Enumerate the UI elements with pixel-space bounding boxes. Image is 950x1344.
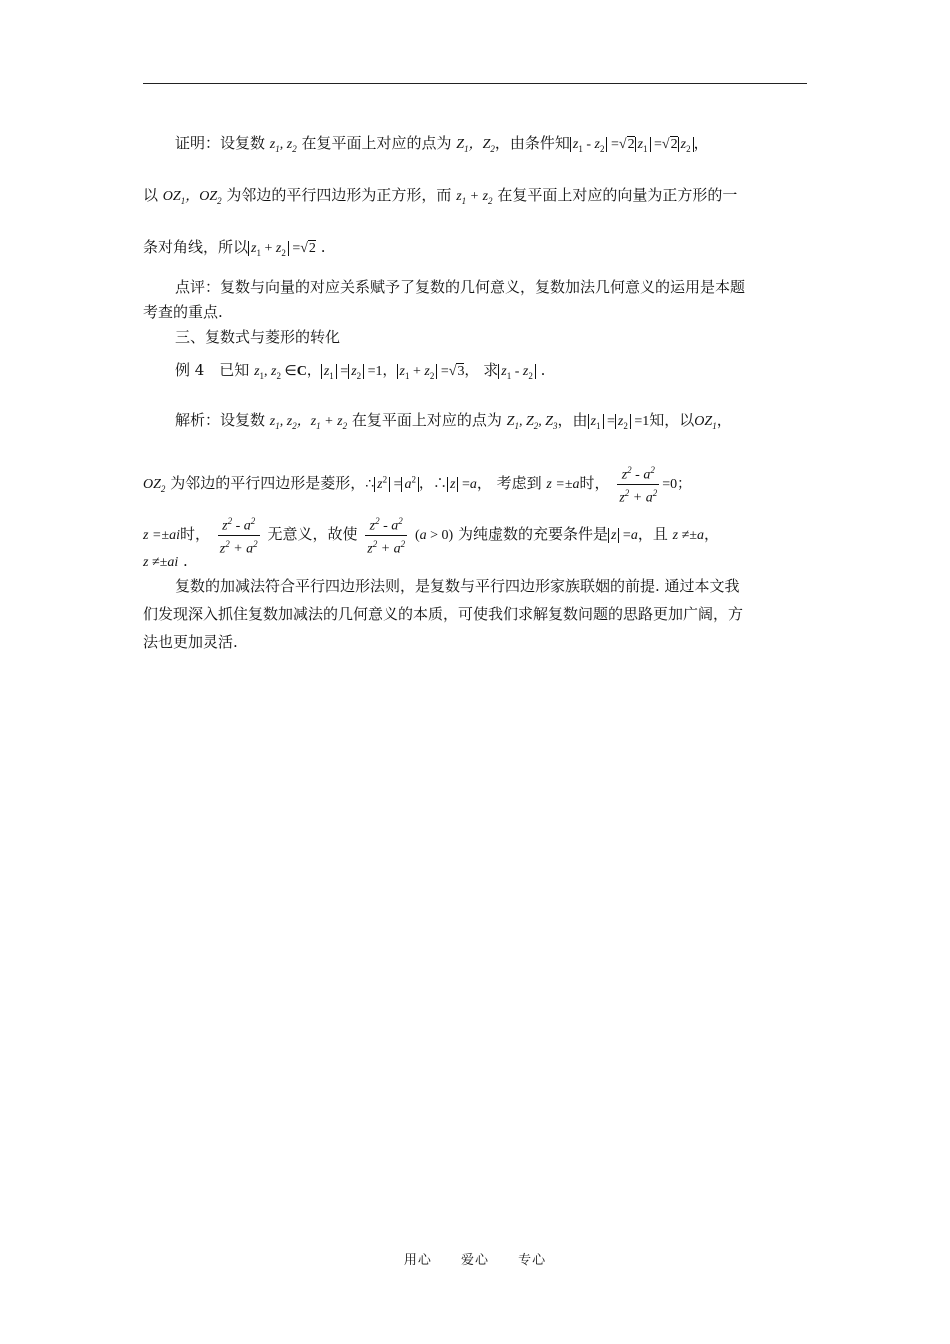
summary-line-3: 法也更加灵活. <box>143 633 238 651</box>
sol-text-1: 解析：设复数 <box>175 411 266 429</box>
proof-text-1: 证明：设复数 <box>175 134 266 152</box>
sol-text-3: 由 <box>572 411 588 429</box>
math-sol-cond: $z_1 = z_2 =1$ <box>588 414 650 429</box>
math-z1-plus-z2: $z_1 + z_2$ <box>456 189 493 206</box>
math-sol-z: $z_1$, $z_2$，$z_1 + z_2$ <box>269 414 348 431</box>
math-fraction-1: $\frac{z^2 - a^2}{z^2 + a^2}$ <box>617 462 659 506</box>
sol-text-2: 在复平面上对应的点为 <box>351 411 502 429</box>
proof-text-3: ，由条件知 <box>494 134 570 152</box>
proof-text-7: 条对角线，所以 <box>143 238 249 256</box>
sol-text-8: 时， <box>179 525 210 544</box>
math-z1-z2: $z_1$, $z_2$ <box>269 137 297 154</box>
math-a-positive: (a > 0) <box>414 528 454 544</box>
proof-text-5: 为邻边的平行四边形为正方形，而 <box>226 186 452 204</box>
proof-text-6: 在复平面上对应的向量为正方形的一 <box>497 186 738 204</box>
math-sol-Z: $Z_1$, $Z_2$, $Z_3$ <box>506 414 558 431</box>
footer-item-1: 用心 <box>403 1253 432 1268</box>
comment-line-1: 点评：复数与向量的对应关系赋予了复数的几何意义，复数加法几何意义的运用是本题 <box>175 278 746 296</box>
math-result: $z_1 + z_2 =√2$ <box>248 240 316 256</box>
math-z-neq-pm-a: z ≠±a <box>672 528 704 544</box>
math-fraction-3: $\frac{z^2 - a^2}{z^2 + a^2}$ <box>365 513 407 557</box>
proof-line-3: 条对角线，所以 $z_1 + z_2 =√2$ . <box>143 238 326 258</box>
proof-text-2: 在复平面上对应的点为 <box>301 134 452 152</box>
math-condition: $z_1 - z_2 =√2$ $z_1 =√2$ $z_2$ <box>570 136 694 152</box>
comment-line-2: 考查的重点. <box>143 303 223 321</box>
proof-text-4: 以 <box>143 186 159 204</box>
solution-line-3: z =±ai时， $\frac{z^2 - a^2}{z^2 + a^2}$ 无意义，故使 $\frac{z^2 - a^2}{z^2 + a^2}$ (a > 0) 为纯虚数的充要条件是 z =a，且 z ≠±a， <box>143 513 807 557</box>
summary-line-2: 们发现深入抓住复数加减法的几何意义的本质，可使我们求解复数问题的思路更加广阔，方 <box>143 605 744 623</box>
page-footer <box>0 1249 950 1268</box>
math-example-given: $z_1$, $z_2$ ∈C， $z_1 = z_2 =1$， $z_1 + z_2 =√3$， <box>254 364 479 381</box>
example-label: 例 4 已知 <box>175 361 250 379</box>
math-fraction-2: $\frac{z^2 - a^2}{z^2 + a^2}$ <box>218 513 260 557</box>
sol-text-11: ，且 <box>637 525 668 544</box>
proof-line-1: 证明：设复数 $z_1$, $z_2$ 在复平面上对应的点为 $Z_1$，$Z_2$，由条件知 $z_1 - z_2 =√2$ $z_1 =√2$ $z_2$ ， <box>175 134 709 154</box>
solution-line-4: z ≠±ai . <box>143 552 188 570</box>
sol-text-7: 时， <box>579 474 610 493</box>
math-sol-OZ2: $OZ_2$ <box>143 477 166 494</box>
solution-line-1: 解析：设复数 $z_1$, $z_2$，$z_1 + z_2$ 在复平面上对应的点为 $Z_1$, $Z_2$, $Z_3$，由 $z_1 = z_2 =1$知，以$OZ_1$， <box>175 411 732 431</box>
math-abs-z-eq-a: z =a <box>608 528 638 543</box>
math-z-neq-pm-ai: z ≠±ai <box>143 555 179 570</box>
solution-line-2: $OZ_2$ 为邻边的平行四边形是菱形，∴ $z^2 = a^2$ ，∴ z =a， 考虑到 z =±a时， $\frac{z^2 - a^2}{z^2 + a^2}$ =0； <box>143 462 807 506</box>
sol-text-10: 为纯虚数的充要条件是 <box>457 525 608 544</box>
sol-text-9: 无意义，故使 <box>267 525 358 544</box>
math-z-pm-ai: z =±ai <box>143 528 180 544</box>
summary-line-1: 复数的加减法符合平行四边形法则，是复数与平行四边形家族联姻的前提. 通过本文我 <box>175 577 740 595</box>
sol-text-5: 为邻边的平行四边形是菱形， <box>170 474 366 493</box>
math-sol-rhombus: ∴ $z^2 = a^2$ ，∴ z =a <box>365 474 477 493</box>
example-ask: 求 <box>483 361 499 379</box>
header-rule <box>143 83 807 84</box>
math-example-target: $z_1 - z_2$ <box>498 364 536 379</box>
math-Z1-Z2: $Z_1$，$Z_2$ <box>456 137 495 154</box>
sol-text-4: 知，以 <box>649 411 695 429</box>
sol-text-6: 考虑到 <box>496 474 542 493</box>
math-OZ1-OZ2: $OZ_1$，$OZ_2$ <box>162 189 222 206</box>
section-heading: 三、复数式与菱形的转化 <box>175 328 341 346</box>
proof-line-2 <box>143 185 807 211</box>
footer-item-2: 爱心 <box>460 1253 489 1268</box>
example-line: 例 4 已知 $z_1$, $z_2$ ∈C， $z_1 = z_2 =1$， $z_1 + z_2 =√3$， 求 $z_1 - z_2$ . <box>175 361 546 381</box>
math-sol-OZ1: $OZ_1$ <box>694 414 717 431</box>
footer-item-3: 专心 <box>518 1253 547 1268</box>
math-z-pm-a: z =±a <box>546 477 580 493</box>
